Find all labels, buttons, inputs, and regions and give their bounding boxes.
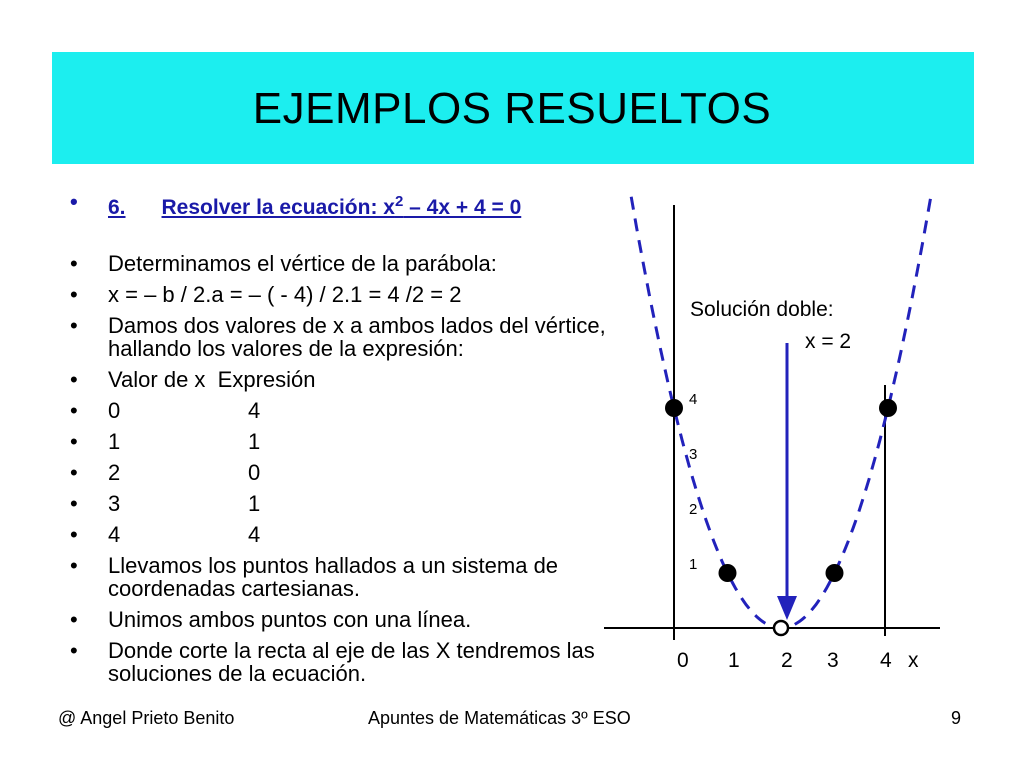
bullet-dot: • [70, 460, 78, 485]
x-tick-label: 1 [728, 649, 740, 672]
y-tick-label: 2 [689, 501, 698, 518]
problem-exponent: 2 [394, 193, 404, 210]
x-tick-label: 0 [677, 649, 689, 672]
problem-equation-rest: – 4x + 4 = 0 [403, 196, 522, 219]
data-point [665, 399, 683, 417]
vertex-step: Determinamos el vértice de la parábola: [108, 251, 497, 276]
y-tick-label: 4 [689, 391, 698, 408]
join-step: Unimos ambos puntos con una línea. [108, 607, 472, 632]
table-cell-x: 0 [108, 398, 121, 423]
problem-equation-start: Resolver la ecuación: x [161, 196, 395, 219]
solution-arrow [777, 343, 797, 620]
table-cell-value: 0 [248, 460, 261, 485]
bullet-dot: • [70, 638, 78, 663]
x-axis-label: x [908, 649, 919, 672]
bullet-dot: • [70, 251, 78, 276]
plot-step: Llevamos los puntos hallados a un sistema de coordenadas cartesianas. [108, 553, 559, 601]
values-step: Damos dos valores de x a ambos lados del vértice, hallando los valores de la expresión: [108, 313, 606, 361]
table-cell-x: 1 [108, 429, 121, 454]
table-cell-x: 4 [108, 522, 121, 547]
table-cell-x: 2 [108, 460, 121, 485]
solution-label: Solución doble: [690, 298, 834, 321]
x-tick-label: 3 [827, 649, 839, 672]
data-point [879, 399, 897, 417]
vertex-point [774, 621, 788, 635]
footer-author: @ Angel Prieto Benito [58, 708, 235, 728]
table-header-x: Valor de x [108, 367, 206, 392]
bullet-dot: • [70, 189, 78, 214]
bullet-dot: • [70, 313, 78, 338]
bullet-dot: • [70, 367, 78, 392]
y-tick-label: 1 [689, 556, 698, 573]
y-tick-label: 3 [689, 446, 698, 463]
bullet-dot: • [70, 429, 78, 454]
x-tick-label: 4 [880, 649, 892, 672]
arrow-head [777, 596, 797, 620]
footer-page-number: 9 [951, 708, 962, 728]
bullet-dot: • [70, 607, 78, 632]
x-tick-label: 2 [781, 649, 793, 672]
table-cell-value: 1 [248, 491, 261, 516]
bullet-dot: • [70, 522, 78, 547]
data-point [719, 564, 737, 582]
table-cell-value: 4 [248, 398, 261, 423]
table-header-expr: Expresión [217, 367, 316, 392]
bullet-dot: • [70, 282, 78, 307]
bullet-dot: • [70, 491, 78, 516]
data-point [826, 564, 844, 582]
footer-course: Apuntes de Matemáticas 3º ESO [368, 708, 631, 728]
slide-title: EJEMPLOS RESUELTOS [252, 84, 772, 133]
solution-step: Donde corte la recta al eje de las X tendremos las soluciones de la ecuación. [108, 638, 595, 686]
table-cell-x: 3 [108, 491, 121, 516]
bullet-dot: • [70, 553, 78, 578]
bullet-dot: • [70, 398, 78, 423]
vertex-formula: x = – b / 2.a = – ( - 4) / 2.1 = 4 /2 = 2 [108, 282, 462, 307]
table-cell-value: 1 [248, 429, 261, 454]
problem-number: 6. [108, 196, 126, 219]
table-cell-value: 4 [248, 522, 261, 547]
solution-value: x = 2 [805, 330, 852, 353]
